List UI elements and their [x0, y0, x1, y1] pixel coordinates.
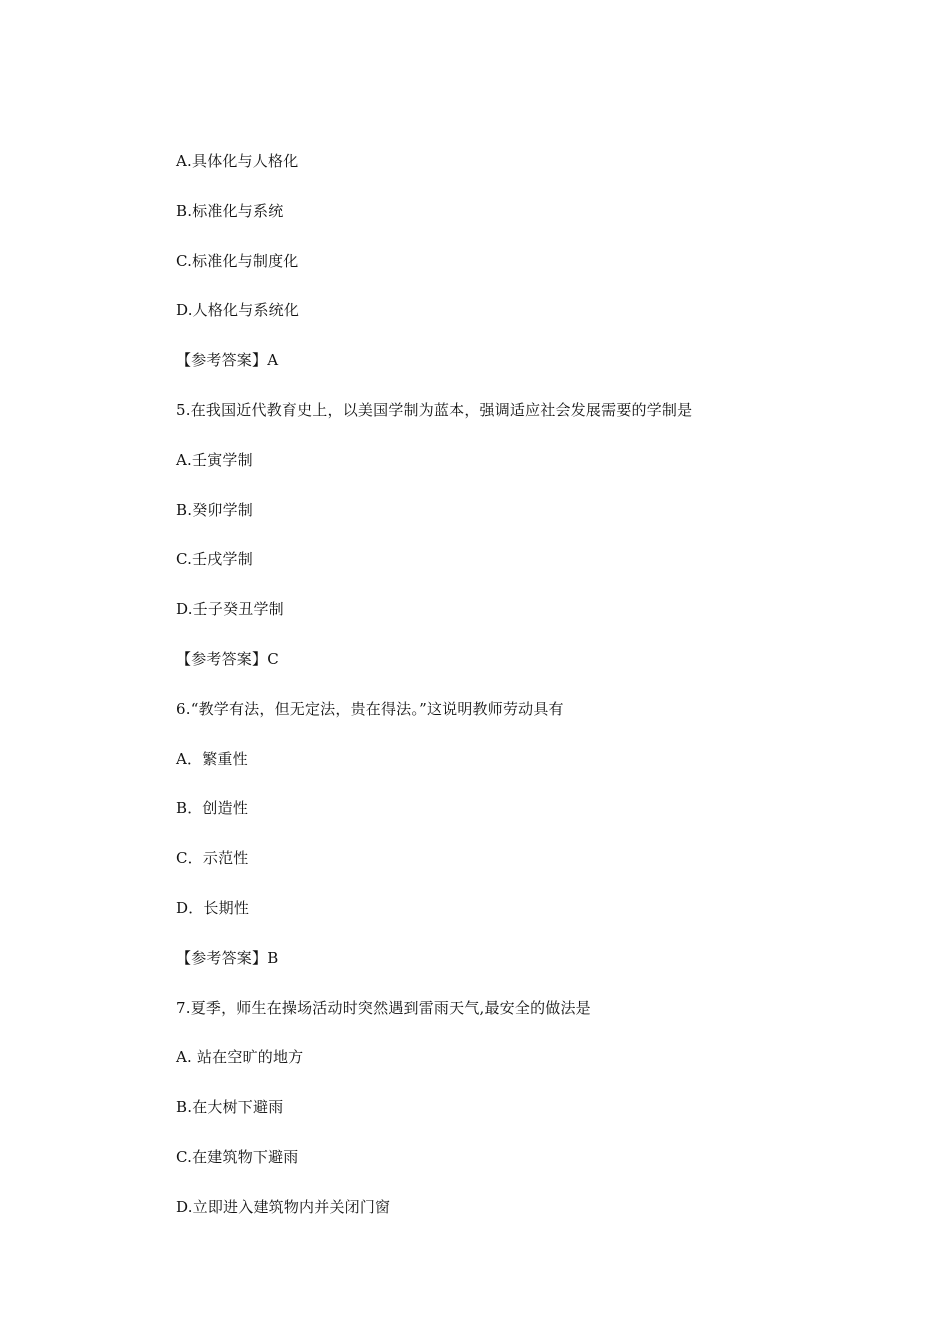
q5-option-c: C.壬戌学制: [176, 550, 253, 569]
q5-option-a: A.壬寅学制: [176, 450, 253, 469]
q6-option-a: A．繁重性: [176, 749, 248, 768]
q5-question: 5.在我国近代教育史上，以美国学制为蓝本，强调适应社会发展需要的学制是: [176, 400, 693, 419]
document-page: [176, 148, 876, 1244]
q4-option-c: C.标准化与制度化: [176, 251, 299, 270]
q7-option-a: A. 站在空旷的地方: [176, 1048, 304, 1067]
q6-answer: 【参考答案】B: [176, 948, 279, 967]
q4-answer: 【参考答案】A: [176, 351, 279, 370]
q7-option-c: C.在建筑物下避雨: [176, 1147, 299, 1166]
q6-question: 6.“教学有法，但无定法，贵在得法。”这说明教师劳动具有: [176, 699, 564, 718]
q5-option-b: B.癸卯学制: [176, 500, 253, 519]
q5-option-d: D.壬子癸丑学制: [176, 600, 284, 619]
q6-option-b: B．创造性: [176, 799, 249, 818]
q4-option-d: D.人格化与系统化: [176, 301, 300, 320]
q4-option-b: B.标准化与系统: [176, 201, 284, 220]
q6-option-c: C．示范性: [176, 849, 249, 868]
q4-option-a: A.具体化与人格化: [176, 152, 299, 170]
q6-option-d: D．长期性: [176, 898, 250, 917]
q5-answer: 【参考答案】C: [176, 649, 279, 668]
q7-question: 7.夏季，师生在操场活动时突然遇到雷雨天气,最安全的做法是: [176, 998, 591, 1017]
q7-option-d: D.立即进入建筑物内并关闭门窗: [176, 1197, 391, 1216]
q7-option-b: B.在大树下避雨: [176, 1098, 284, 1117]
